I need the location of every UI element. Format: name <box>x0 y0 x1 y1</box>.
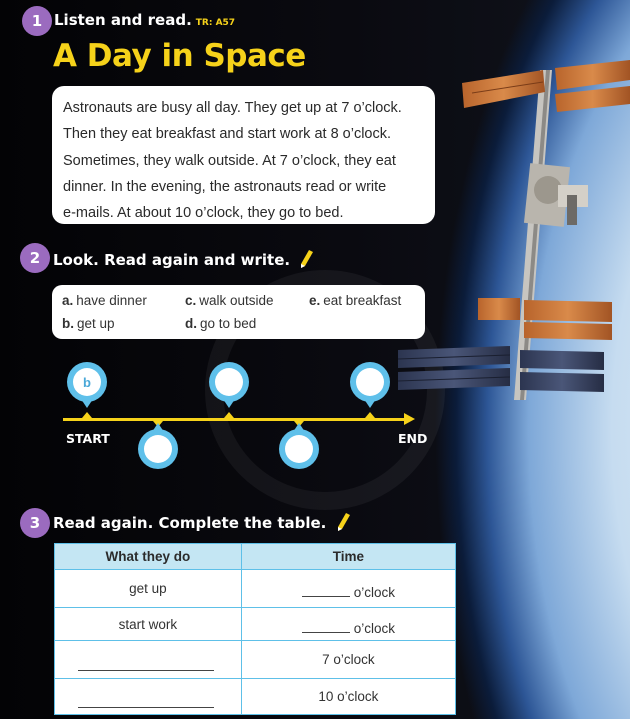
option-b <box>62 316 115 331</box>
word-bank <box>52 285 425 339</box>
page-title: A Day in Space <box>53 38 306 74</box>
option-letter: d. <box>185 316 197 331</box>
option-text: get up <box>77 316 115 331</box>
timeline-line <box>63 418 408 421</box>
timeline-answer-pin[interactable] <box>138 423 178 469</box>
timeline-tick <box>224 412 234 418</box>
pin-answer <box>144 435 172 463</box>
time-cell: 10 o’clock <box>241 679 455 715</box>
option-d <box>185 316 256 331</box>
option-text: go to bed <box>200 316 257 331</box>
table-row <box>55 679 456 715</box>
pencil-icon <box>338 513 350 531</box>
passage-line: dinner. In the evening, the astronauts read or write <box>63 178 387 195</box>
timeline-answer-pin[interactable] <box>279 423 319 469</box>
option-text: eat breakfast <box>323 293 402 308</box>
option-text: have dinner <box>76 293 147 308</box>
answer-blank[interactable] <box>78 670 214 671</box>
pin-answer <box>356 368 384 396</box>
passage-line: Then they eat breakfast and start work at 8 o’clock. <box>63 126 392 143</box>
activity-cell[interactable] <box>55 679 242 715</box>
time-cell: 7 o’clock <box>241 641 455 679</box>
section-2-instruction: Look. Read again and write. <box>53 251 291 269</box>
pin-answer <box>215 368 243 396</box>
timeline-start-label: START <box>66 431 110 446</box>
track-code: TR: A57 <box>195 18 236 28</box>
option-letter: c. <box>185 293 197 308</box>
activity-cell[interactable] <box>55 641 242 679</box>
option-a <box>62 293 147 308</box>
time-cell[interactable] <box>241 608 455 641</box>
table-row <box>55 570 456 608</box>
option-text: walk outside <box>199 293 274 308</box>
schedule-table <box>54 543 456 715</box>
column-header: What they do <box>55 544 242 570</box>
table-row <box>55 608 456 641</box>
timeline-tick <box>82 412 92 418</box>
pencil-icon <box>301 250 313 268</box>
option-letter: b. <box>62 316 74 331</box>
answer-blank[interactable] <box>302 632 350 633</box>
reading-passage <box>52 86 435 224</box>
table-row <box>55 641 456 679</box>
activity-cell: get up <box>55 570 242 608</box>
passage-line: Sometimes, they walk outside. At 7 o’clock, they eat <box>63 152 396 169</box>
passage-line: e-mails. At about 10 o’clock, they go to bed. <box>63 205 344 222</box>
timeline-arrow-icon <box>404 413 415 425</box>
section-3-instruction: Read again. Complete the table. <box>53 514 327 532</box>
time-text: o’clock <box>353 620 396 636</box>
column-header: Time <box>241 544 455 570</box>
option-e <box>309 293 401 308</box>
section-2-heading <box>53 250 313 269</box>
answer-blank[interactable] <box>302 596 350 597</box>
time-text: o’clock <box>353 585 396 600</box>
section-1-instruction: Listen and read. <box>54 11 192 29</box>
option-c <box>185 293 274 308</box>
time-cell[interactable] <box>241 570 455 608</box>
section-3-heading <box>53 513 350 532</box>
timeline-end-label: END <box>398 431 428 446</box>
activity-cell: start work <box>55 608 242 641</box>
option-letter: e. <box>309 293 321 308</box>
step-3-badge: 3 <box>20 508 50 538</box>
timeline-tick <box>365 412 375 418</box>
section-1-heading <box>54 11 235 29</box>
pin-answer: b <box>73 368 101 396</box>
option-letter: a. <box>62 293 74 308</box>
passage-line: Astronauts are busy all day. They get up at 7 o’clock. <box>63 100 402 116</box>
pin-answer <box>285 435 313 463</box>
timeline-answer-pin[interactable] <box>209 362 249 408</box>
answer-blank[interactable] <box>78 707 214 708</box>
step-2-badge: 2 <box>20 243 50 273</box>
timeline-answer-pin[interactable] <box>67 362 107 408</box>
timeline-answer-pin[interactable] <box>350 362 390 408</box>
step-1-badge: 1 <box>22 6 52 36</box>
